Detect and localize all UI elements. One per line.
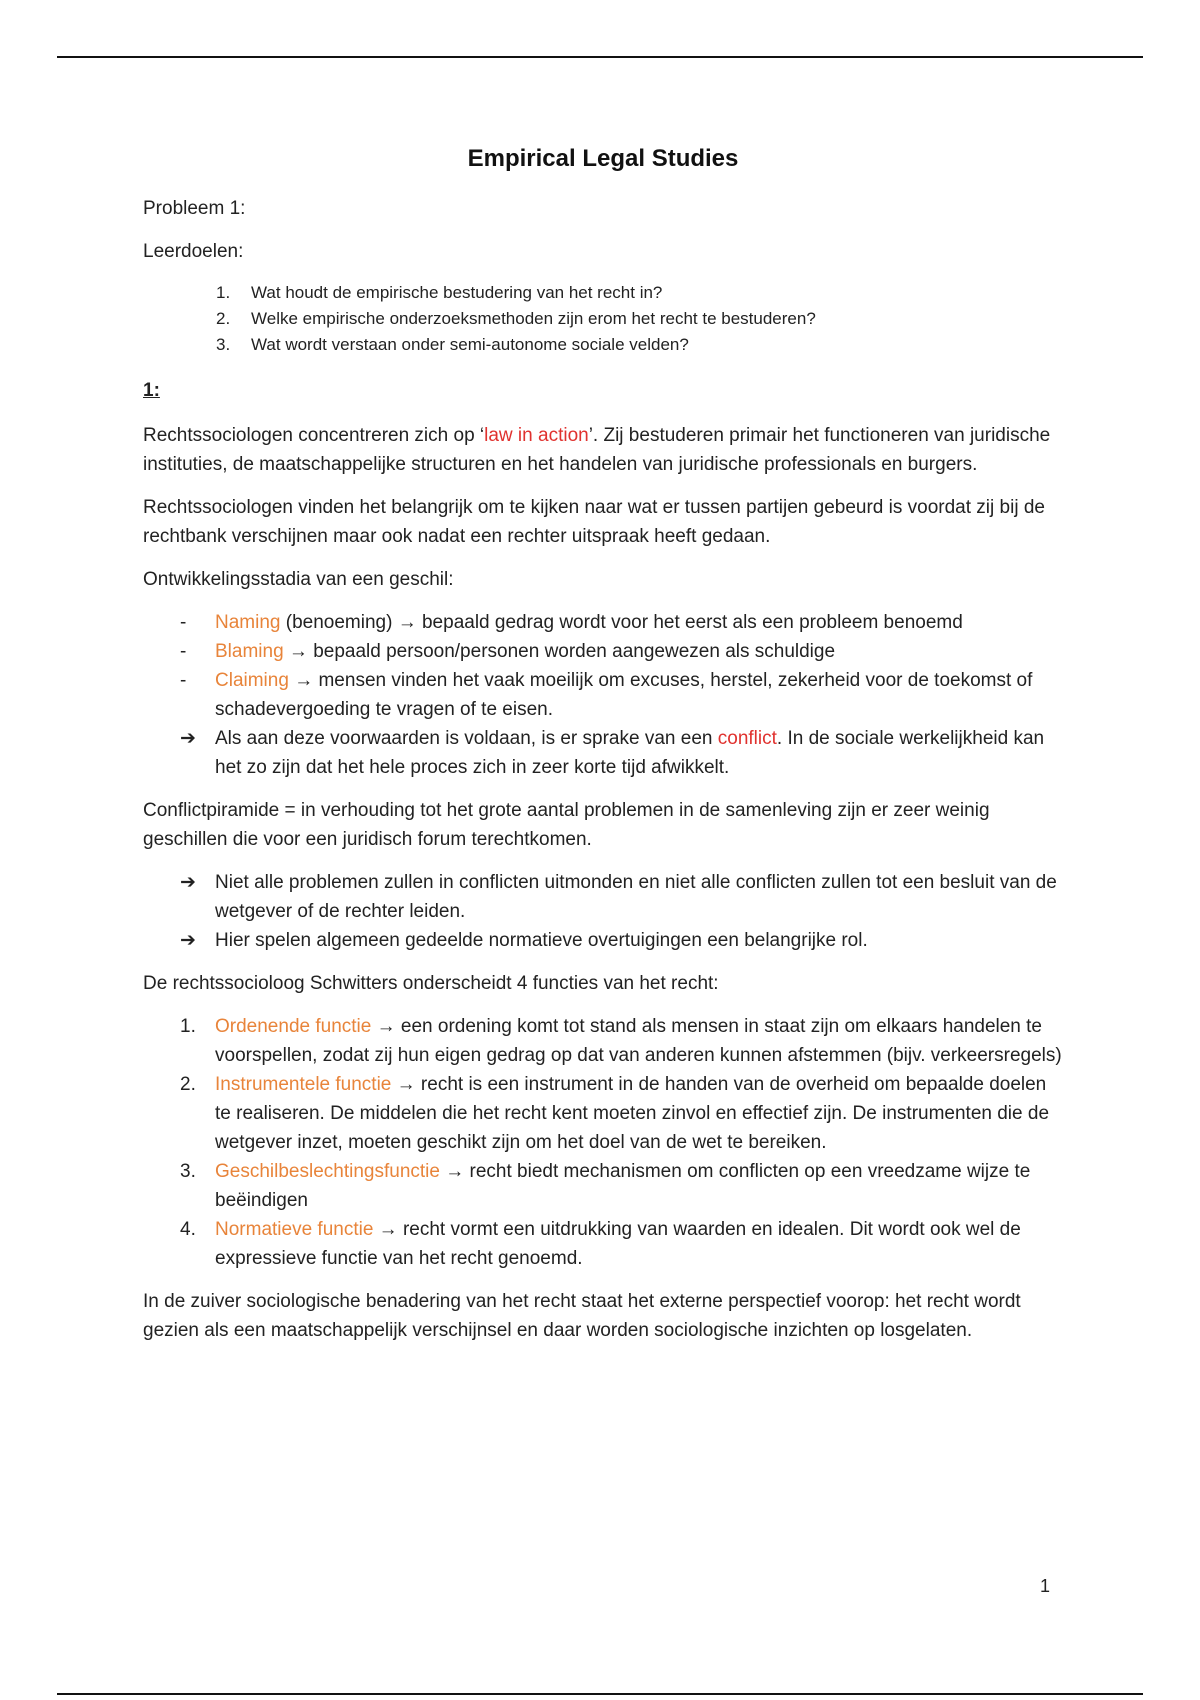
list-item: 3. Wat wordt verstaan onder semi-autonome sociale velden? bbox=[216, 335, 689, 354]
learning-goals-list bbox=[143, 280, 1063, 358]
footer-rule bbox=[57, 1693, 1143, 1695]
arrow-icon: ➔ bbox=[180, 930, 196, 951]
problem-label: Probleem 1: bbox=[143, 198, 246, 219]
pyramid-points-list bbox=[143, 868, 1063, 955]
stages-intro: Ontwikkelingsstadia van een geschil: bbox=[143, 569, 454, 590]
paragraph-closing: In de zuiver sociologische benadering van het recht staat het externe perspectief voorop: het recht wordt gezien als een maatschappelijk verschijnsel en daar worden sociologische inzichten op losgelaten. bbox=[143, 1291, 1021, 1341]
highlight-term: conflict bbox=[717, 728, 777, 749]
stages-list bbox=[143, 608, 1063, 782]
list-item: - Naming (benoeming) → bepaald gedrag wordt voor het eerst als een probleem benoemd bbox=[180, 612, 963, 633]
list-item: ➔ Hier spelen algemeen gedeelde normatieve overtuigingen een belangrijke rol. bbox=[143, 926, 1063, 955]
header-rule bbox=[57, 56, 1143, 58]
highlight-term: law in action bbox=[484, 425, 589, 446]
list-item: ➔ Niet alle problemen zullen in conflicten uitmonden en niet alle conflicten zullen tot een besluit van de wetgever of de rechter leiden. bbox=[143, 868, 1063, 926]
list-item: 4. Normatieve functie → recht vormt een uitdrukking van waarden en idealen. Dit wordt ook wel de expressieve functie van het recht genoemd. bbox=[180, 1219, 1021, 1269]
term-blaming: Blaming bbox=[215, 641, 284, 662]
page-number: 1 bbox=[1040, 1576, 1051, 1596]
goals-label: Leerdoelen: bbox=[143, 241, 244, 262]
functions-list bbox=[143, 1012, 1063, 1273]
list-item: 1. Ordenende functie → een ordening komt tot stand als mensen in staat zijn om elkaars handelen te voorspellen, zodat zij hun eigen gedrag op dat van anderen kunnen afstemmen (bijv. verkeersregels) bbox=[180, 1016, 1062, 1066]
list-item: 2. Welke empirische onderzoeksmethoden zijn erom het recht te bestuderen? bbox=[216, 309, 816, 328]
functions-intro: De rechtssocioloog Schwitters onderscheidt 4 functies van het recht: bbox=[143, 973, 719, 994]
term-normatieve-functie: Normatieve functie bbox=[215, 1219, 374, 1240]
paragraph-conflict-pyramid: Conflictpiramide = in verhouding tot het grote aantal problemen in de samenleving zijn er zeer weinig geschillen die voor een juridisch forum terechtkomen. bbox=[143, 800, 990, 850]
list-item: 3. Geschilbeslechtingsfunctie → recht biedt mechanismen om conflicten op een vreedzame wijze te beëindigen bbox=[180, 1161, 1031, 1211]
list-item: ➔ Als aan deze voorwaarden is voldaan, is er sprake van een conflict. In de sociale werkelijkheid kan het zo zijn dat het hele proces zich in zeer korte tijd afwikkelt. bbox=[143, 724, 1063, 782]
term-instrumentele-functie: Instrumentele functie bbox=[215, 1074, 392, 1095]
list-item: - Blaming → bepaald persoon/personen worden aangewezen als schuldige bbox=[180, 641, 836, 662]
list-item: 2. Instrumentele functie → recht is een instrument in de handen van de overheid om bepaalde doelen te realiseren. De middelen die het recht kent moeten zinvol en effectief zijn. De instrumenten die de wetgever inzet, moeten geschikt zijn om het doel van de wet te bereiken. bbox=[180, 1074, 1050, 1153]
term-claiming: Claiming bbox=[215, 670, 289, 691]
term-geschilbeslechtingsfunctie: Geschilbeslechtingsfunctie bbox=[215, 1161, 440, 1182]
list-item: - Claiming → mensen vinden het vaak moeilijk om excuses, herstel, zekerheid voor de toekomst of schadevergoeding te vragen of te eisen. bbox=[180, 670, 1033, 720]
term-ordenende-functie: Ordenende functie bbox=[215, 1016, 372, 1037]
paragraph-timing: Rechtssociologen vinden het belangrijk om te kijken naar wat er tussen partijen gebeurd is voordat zij bij de rechtbank verschijnen maar ook nadat een rechter uitspraak heeft gedaan. bbox=[143, 497, 1045, 547]
document-page bbox=[143, 142, 1063, 1359]
document-title: Empirical Legal Studies bbox=[467, 145, 739, 172]
term-naming: Naming bbox=[215, 612, 281, 633]
section-heading: 1: bbox=[143, 380, 160, 401]
arrow-icon: ➔ bbox=[180, 728, 196, 749]
arrow-icon: ➔ bbox=[180, 872, 196, 893]
paragraph-law-in-action: Rechtssociologen concentreren zich op ‘law in action’. Zij bestuderen primair het functioneren van juridische instituties, de maatschappelijke structuren en het handelen van juridische professionals en burgers. bbox=[143, 425, 1051, 475]
list-item: 1. Wat houdt de empirische bestudering van het recht in? bbox=[216, 283, 663, 302]
